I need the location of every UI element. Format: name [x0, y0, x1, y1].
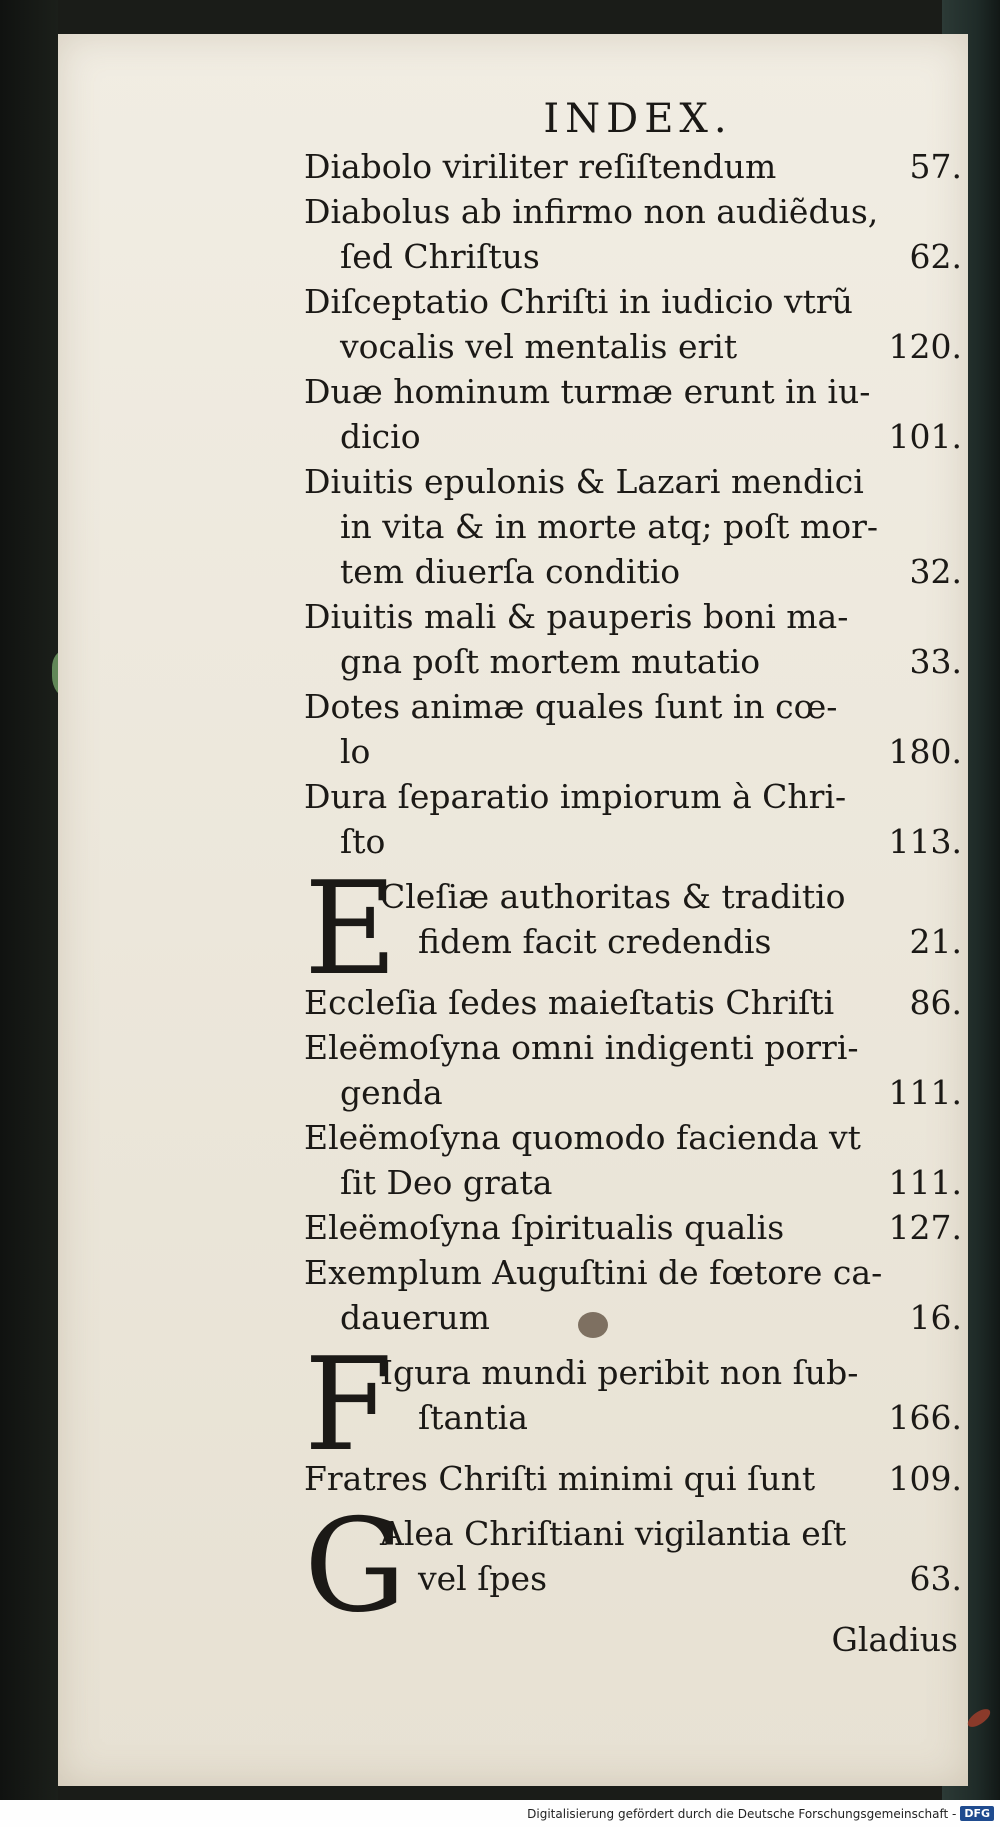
page-number: 111.	[888, 1163, 962, 1202]
entry-line	[304, 980, 962, 1025]
entry-line	[304, 684, 962, 729]
entry-line	[380, 919, 962, 964]
entry-line	[304, 1295, 962, 1340]
entry-text: Dotes animæ quales ſunt in cœ-	[304, 687, 838, 726]
entry-text: vel ſpes	[418, 1559, 548, 1598]
page-number	[952, 1250, 962, 1295]
entry-text: dauerum	[340, 1298, 490, 1337]
index-entry	[304, 1250, 962, 1340]
page-number	[952, 874, 962, 919]
entry-line	[304, 459, 962, 504]
entry-text: vocalis vel mentalis erit	[340, 327, 738, 366]
entry-text: Duæ hominum turmæ erunt in iu-	[304, 372, 871, 411]
page-number: 86.	[909, 983, 962, 1022]
index-entry	[304, 279, 962, 369]
entry-line	[304, 819, 962, 864]
page-number: 32.	[909, 552, 962, 591]
digitization-footer	[0, 1800, 1000, 1827]
entry-text: Exemplum Auguſtini de fœtore ca-	[304, 1253, 883, 1292]
page-number: 111.	[888, 1073, 962, 1112]
page-number: 62.	[909, 237, 962, 276]
drop-cap-f: F	[304, 1331, 393, 1480]
page-number	[952, 774, 962, 819]
entry-line	[380, 1556, 962, 1601]
dfg-logo-icon: DFG	[960, 1806, 994, 1821]
entry-line	[304, 1115, 962, 1160]
drop-cap-e: E	[304, 855, 398, 1004]
page-number	[952, 279, 962, 324]
page-number	[952, 684, 962, 729]
entry-text: genda	[340, 1073, 443, 1112]
index-entry	[380, 1350, 962, 1440]
entry-line	[304, 594, 962, 639]
entry-text: Diuitis epulonis & Lazari mendici	[304, 462, 864, 501]
index-entry	[304, 684, 962, 774]
drop-cap-g: G	[304, 1492, 407, 1641]
entry-text: ſed Chriſtus	[340, 237, 540, 276]
page-number: 16.	[909, 1298, 962, 1337]
ink-blot	[578, 1312, 608, 1338]
entry-text: ſtantia	[418, 1398, 528, 1437]
page-number: 180.	[888, 732, 962, 771]
entry-text: Eccleſia ſedes maieſtatis Chriſti	[304, 983, 835, 1022]
page-number: 113.	[888, 822, 962, 861]
entry-text: Diſceptatio Chriſti in iudicio vtrũ	[304, 282, 853, 321]
entry-text: ſit Deo grata	[340, 1163, 553, 1202]
entry-line	[304, 189, 962, 234]
section-e-entries	[304, 980, 962, 1340]
entry-text: Eleëmoſyna omni indigenti porri-	[304, 1028, 859, 1067]
entry-text: tem diuerſa conditio	[340, 552, 681, 591]
footer-text: Digitalisierung gefördert durch die Deutsche Forschungsgemeinschaft -	[527, 1806, 957, 1821]
index-entry	[304, 1025, 962, 1115]
entry-line	[304, 549, 962, 594]
page-number: 63.	[909, 1559, 962, 1598]
entry-text: lo	[340, 732, 371, 771]
page-number: 57.	[909, 147, 962, 186]
index-entry	[304, 459, 962, 594]
page-number: 166.	[888, 1398, 962, 1437]
entry-text: Igura mundi peribit non ſub-	[380, 1353, 859, 1392]
entry-line	[304, 774, 962, 819]
book-page	[58, 34, 968, 1786]
page-number	[952, 1511, 962, 1556]
entry-line	[304, 504, 962, 549]
entry-line	[304, 144, 962, 189]
entry-text: ſto	[340, 822, 386, 861]
page-number	[952, 1350, 962, 1395]
index-entry	[304, 1115, 962, 1205]
index-entry	[380, 1511, 962, 1601]
index-text-block	[304, 94, 962, 1662]
page-number	[952, 1025, 962, 1070]
entry-line	[380, 1511, 962, 1556]
entry-text: Fratres Chriſti minimi qui ſunt	[304, 1459, 816, 1498]
entry-text: in vita & in morte atq; poſt mor-	[340, 507, 879, 546]
catchword: Gladius	[831, 1620, 958, 1659]
section-g-first-entry	[380, 1511, 962, 1617]
entry-text: Diuitis mali & pauperis boni ma-	[304, 597, 849, 636]
section-f-first-entry	[380, 1350, 962, 1456]
book-left-edge	[0, 0, 58, 1800]
entry-line	[304, 1160, 962, 1205]
page-number: 101.	[888, 417, 962, 456]
page-number	[952, 459, 962, 504]
index-entry	[380, 874, 962, 964]
index-entry	[304, 774, 962, 864]
entry-text: dicio	[340, 417, 421, 456]
entry-line	[304, 324, 962, 369]
entry-text: Diabolo viriliter reſiſtendum	[304, 147, 777, 186]
entry-text: Diabolus ab infirmo non audiẽdus,	[304, 192, 879, 231]
entry-line	[304, 1205, 962, 1250]
section-d	[304, 144, 962, 864]
section-e-first-entry	[380, 874, 962, 980]
index-entry	[304, 980, 962, 1025]
entry-line	[380, 1350, 962, 1395]
page-number	[952, 369, 962, 414]
entry-line	[304, 234, 962, 279]
entry-text: Dura ſeparatio impiorum à Chri-	[304, 777, 847, 816]
entry-line	[304, 369, 962, 414]
index-entry	[304, 369, 962, 459]
page-title: INDEX.	[543, 96, 733, 142]
entry-line	[304, 1025, 962, 1070]
page-number: 109.	[888, 1459, 962, 1498]
entry-line	[304, 279, 962, 324]
page-number: 120.	[888, 327, 962, 366]
page-number: 127.	[888, 1208, 962, 1247]
entry-text: Eleëmoſyna quomodo facienda vt	[304, 1118, 861, 1157]
page-number	[952, 504, 962, 549]
page-number: 21.	[909, 922, 962, 961]
index-entry	[304, 189, 962, 279]
entry-text: gna poſt mortem mutatio	[340, 642, 761, 681]
entry-line	[380, 1395, 962, 1440]
page-number	[952, 189, 962, 234]
entry-text: Alea Chriſtiani vigilantia eſt	[380, 1514, 847, 1553]
entry-text: fidem facit credendis	[418, 922, 772, 961]
entry-line	[380, 874, 962, 919]
entry-text: Cleſiæ authoritas & traditio	[380, 877, 846, 916]
index-entry	[304, 144, 962, 189]
entry-line	[304, 1250, 962, 1295]
entry-text: Eleëmoſyna ſpiritualis qualis	[304, 1208, 785, 1247]
entry-line	[304, 414, 962, 459]
page-number: 33.	[909, 642, 962, 681]
entry-line	[304, 639, 962, 684]
entry-line	[304, 1070, 962, 1115]
page-number	[952, 594, 962, 639]
index-entry	[304, 594, 962, 684]
index-entry	[304, 1205, 962, 1250]
page-number	[952, 1115, 962, 1160]
entry-line	[304, 729, 962, 774]
